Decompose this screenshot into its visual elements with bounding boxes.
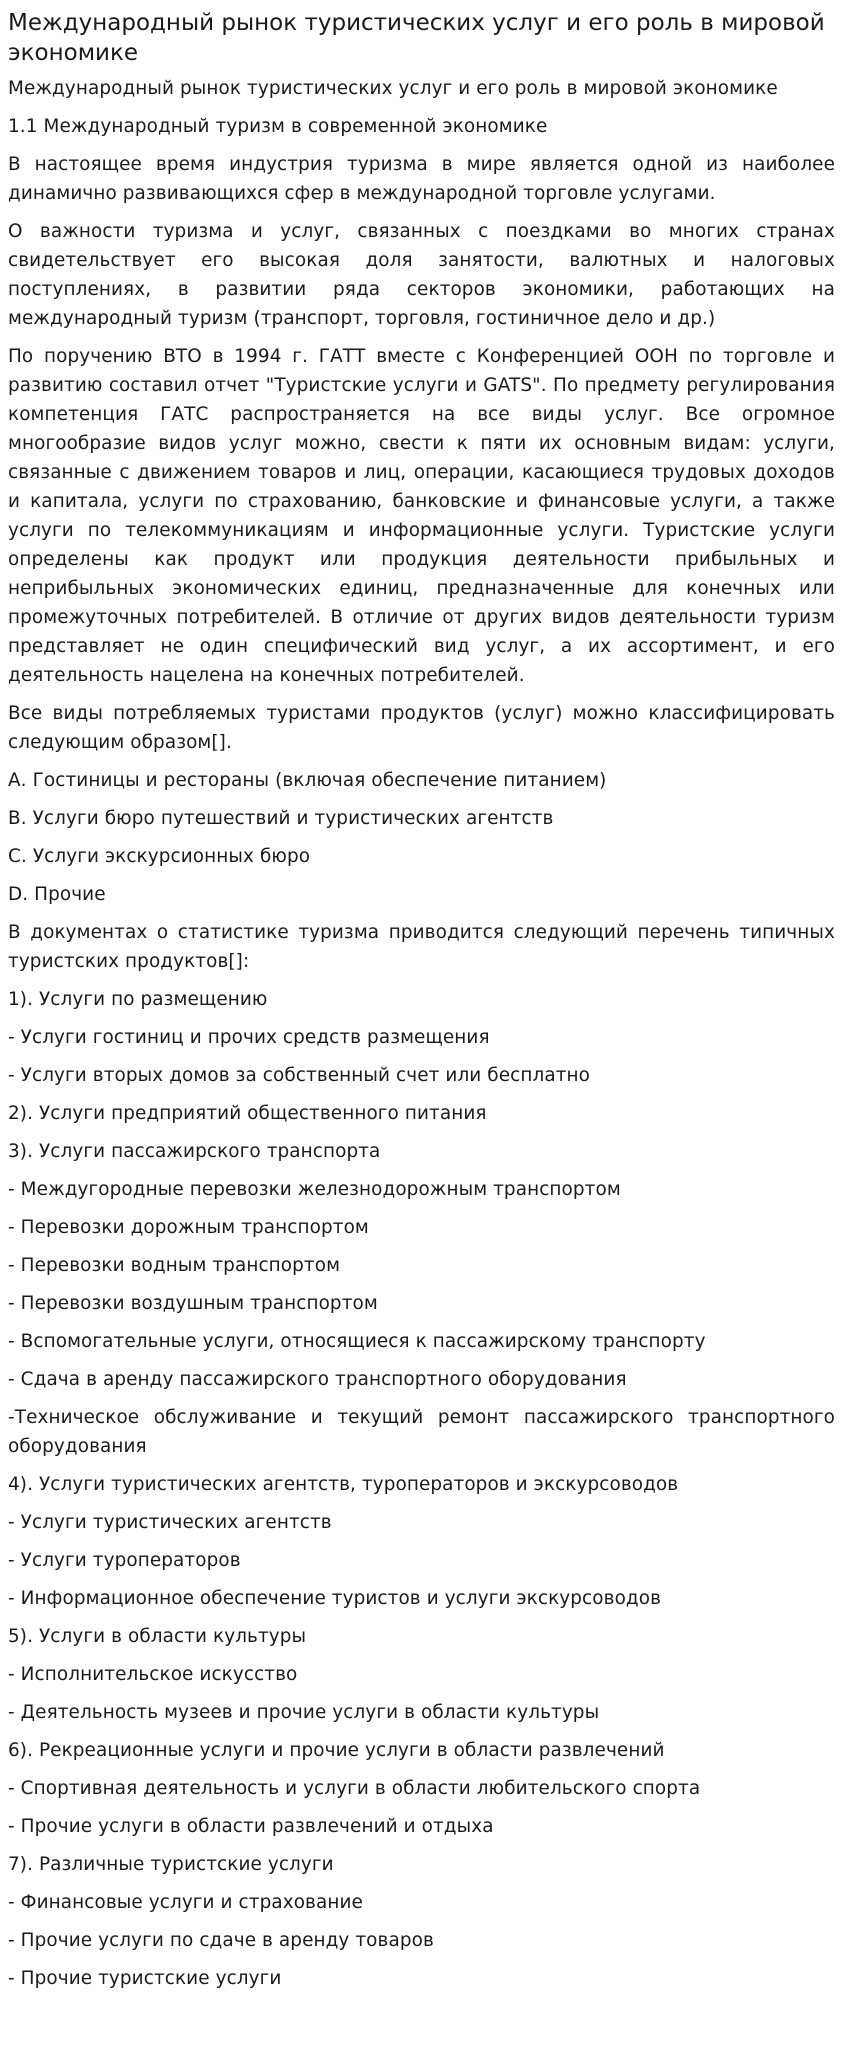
paragraph: В. Услуги бюро путешествий и туристических агентств — [8, 808, 554, 829]
paragraph: - Информационное обеспечение туристов и услуги экскурсоводов — [8, 1588, 662, 1609]
section-heading: 1.1 Международный туризм в современной экономике — [8, 116, 548, 137]
paragraph: - Сдача в аренду пассажирского транспортного оборудования — [8, 1369, 627, 1390]
paragraph: - Исполнительское искусство — [8, 1664, 298, 1685]
paragraph: 3). Услуги пассажирского транспорта — [8, 1141, 381, 1162]
paragraph: - Финансовые услуги и страхование — [8, 1892, 363, 1913]
paragraph: - Деятельность музеев и прочие услуги в области культуры — [8, 1702, 600, 1723]
paragraph: Все виды потребляемых туристами продуктов (услуг) можно классифицировать следующим образом[]. — [8, 703, 835, 753]
paragraph: С. Услуги экскурсионных бюро — [8, 846, 311, 867]
paragraph: - Услуги туристических агентств — [8, 1512, 332, 1533]
paragraph: А. Гостиницы и рестораны (включая обеспечение питанием) — [8, 770, 607, 791]
paragraph: - Прочие услуги по сдаче в аренду товаров — [8, 1930, 434, 1951]
paragraph: - Прочие туристские услуги — [8, 1968, 282, 1989]
paragraph: D. Прочие — [8, 884, 106, 905]
paragraph: В документах о статистике туризма приводится следующий перечень типичных туристских продуктов[]: — [8, 922, 835, 972]
paragraph: - Прочие услуги в области развлечений и отдыха — [8, 1816, 494, 1837]
paragraph: -Техническое обслуживание и текущий ремонт пассажирского транспортного оборудования — [8, 1407, 835, 1457]
paragraph: - Перевозки дорожным транспортом — [8, 1217, 369, 1238]
paragraph: - Услуги гостиниц и прочих средств размещения — [8, 1027, 490, 1048]
paragraph: О важности туризма и услуг, связанных с поездками во многих странах свидетельствует его высокая доля занятости, валютных и налоговых поступлениях, в развитии ряда секторов экономики, работающих на международный туризм (транспорт, торговля, гостиничное дело и др.) — [8, 221, 835, 329]
paragraph: 1). Услуги по размещению — [8, 989, 268, 1010]
paragraph: По поручению ВТО в 1994 г. ГАТТ вместе с Конференцией ООН по торговле и развитию составил отчет "Туристские услуги и GATS". По предмету регулирования компетенция ГАТС распространяется на все виды услуг. Все огромное многообразие видов услуг можно, свести к пяти их основным видам: услуги, связанные с движением товаров и лиц, операции, касающиеся трудовых доходов и капитала, услуги по страхованию, банковские и финансовые услуги, а также услуги по телекоммуникациям и информационные услуги. Туристские услуги определены как продукт или продукция деятельности прибыльных и неприбыльных экономических единиц, предназначенные для конечных или промежуточных потребителей. В отличие от других видов деятельности туризм представляет не один специфический вид услуг, а их ассортимент, и его деятельность нацелена на конечных потребителей. — [8, 346, 835, 686]
document-title: Международный рынок туристических услуг и его роль в мировой экономике — [8, 10, 825, 66]
paragraph: В настоящее время индустрия туризма в мире является одной из наиболее динамично развивающихся сфер в международной торговле услугами. — [8, 154, 835, 204]
paragraph: 7). Различные туристские услуги — [8, 1854, 334, 1875]
paragraph: 6). Рекреационные услуги и прочие услуги в области развлечений — [8, 1740, 665, 1761]
paragraph: - Вспомогательные услуги, относящиеся к пассажирскому транспорту — [8, 1331, 706, 1352]
paragraph: - Перевозки воздушным транспортом — [8, 1293, 378, 1314]
paragraph: 5). Услуги в области культуры — [8, 1626, 307, 1647]
paragraph: 2). Услуги предприятий общественного питания — [8, 1103, 487, 1124]
paragraph: - Междугородные перевозки железнодорожным транспортом — [8, 1179, 621, 1200]
document-body — [8, 74, 835, 1993]
paragraph: - Услуги туроператоров — [8, 1550, 241, 1571]
paragraph: - Спортивная деятельность и услуги в области любительского спорта — [8, 1778, 701, 1799]
paragraph: 4). Услуги туристических агентств, туроператоров и экскурсоводов — [8, 1474, 679, 1495]
paragraph: - Перевозки водным транспортом — [8, 1255, 341, 1276]
paragraph: - Услуги вторых домов за собственный счет или бесплатно — [8, 1065, 591, 1086]
document-heading: Международный рынок туристических услуг и его роль в мировой экономике — [8, 78, 778, 99]
